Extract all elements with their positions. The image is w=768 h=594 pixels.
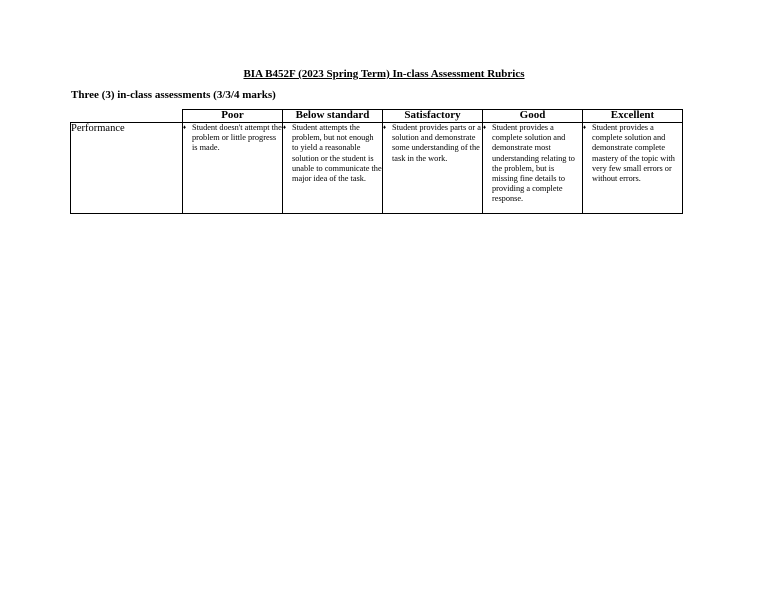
diamond-bullet-icon: ♦ [183, 125, 187, 131]
document-title: BIA B452F (2023 Spring Term) In-class Assessment Rubrics [243, 68, 525, 80]
header-corner-cell [71, 110, 183, 123]
cell-satisfactory [383, 123, 483, 214]
rubric-table [70, 109, 683, 214]
cell-excellent-text: Student provides a complete solution and demonstrate complete mastery of the topic with very few small errors or without errors. [592, 123, 675, 184]
header-good: Good [483, 110, 583, 123]
diamond-bullet-icon: ♦ [283, 125, 287, 131]
cell-excellent [583, 123, 683, 214]
cell-below-standard-text: Student attempts the problem, but not enough to yield a reasonable solution or the student is unable to communicate the major idea of the task. [292, 123, 382, 184]
diamond-bullet-icon: ♦ [583, 125, 587, 131]
cell-good [483, 123, 583, 214]
rubric-row-performance [71, 123, 683, 214]
criterion-label: Performance [71, 123, 183, 214]
cell-satisfactory-text: Student provides parts or a solution and demonstrate some understanding of the task in the work. [392, 123, 481, 163]
header-satisfactory: Satisfactory [383, 110, 483, 123]
cell-poor-text: Student doesn't attempt the problem or little progress is made. [192, 123, 282, 153]
diamond-bullet-icon: ♦ [383, 125, 387, 131]
cell-good-text: Student provides a complete solution and demonstrate most understanding relating to the problem, but is missing fine details to providing a complete response. [492, 123, 575, 204]
cell-below-standard [283, 123, 383, 214]
header-poor: Poor [183, 110, 283, 123]
rubric-header-row [71, 110, 683, 123]
header-excellent: Excellent [583, 110, 683, 123]
header-below-standard: Below standard [283, 110, 383, 123]
assessment-subtitle: Three (3) in-class assessments (3/3/4 marks) [71, 89, 276, 101]
diamond-bullet-icon: ♦ [483, 125, 487, 131]
cell-poor [183, 123, 283, 214]
